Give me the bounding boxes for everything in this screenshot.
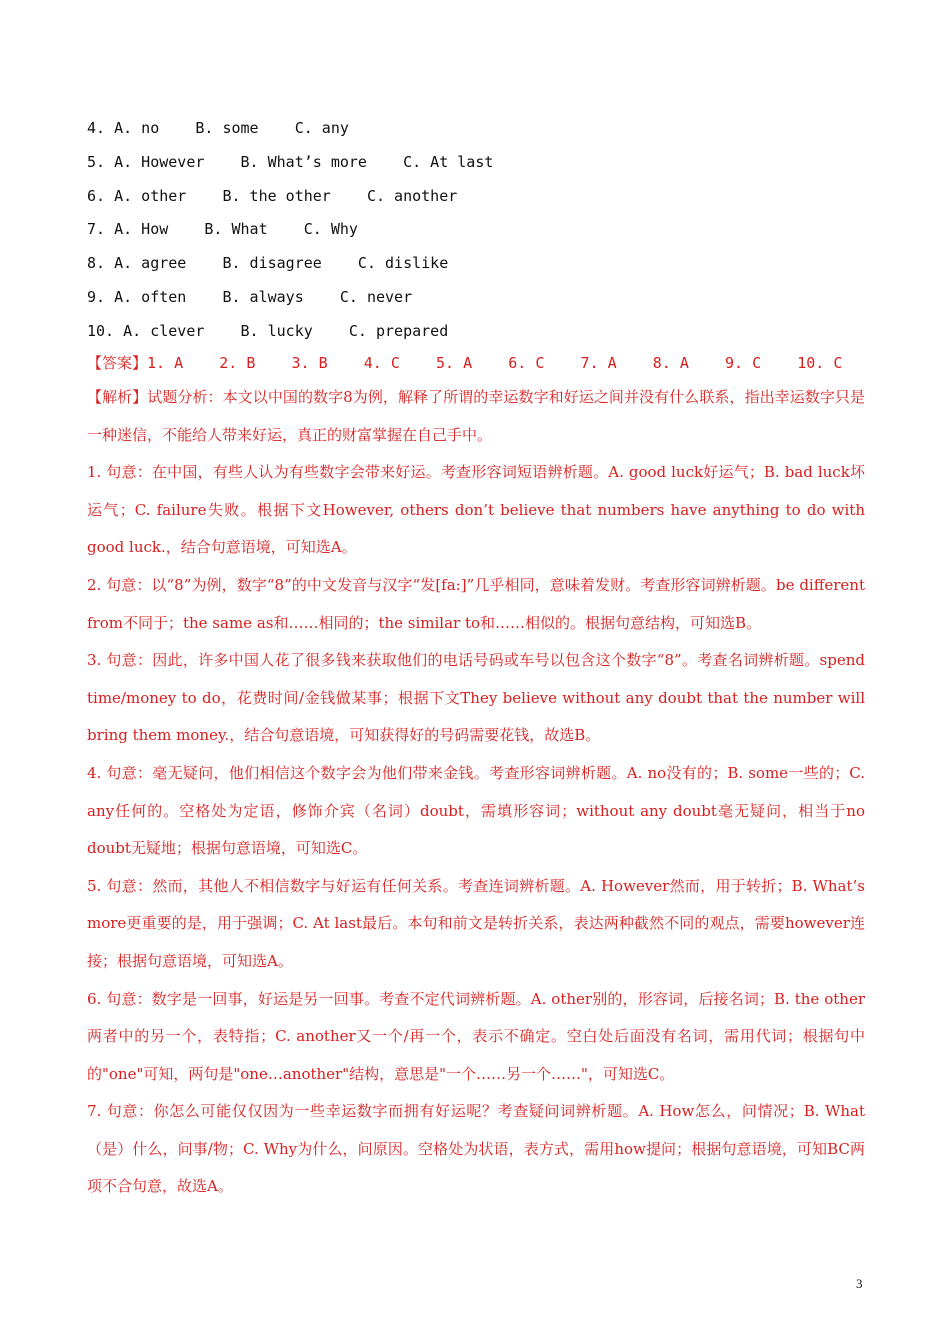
analysis-tag: 【解析】 bbox=[87, 388, 148, 406]
page-number: 3 bbox=[856, 1276, 863, 1291]
analysis-item: 1. 句意：在中国，有些人认为有些数字会带来好运。考查形容词短语辨析题。A. good luck好运气；B. bad luck坏运气；C. failure失败。根据下文However, others don’t believe that numbers have anything to do with good luck.，结合句意语境，可知选A。 bbox=[87, 463, 865, 557]
analysis-item: 3. 句意：因此，许多中国人花了很多钱来获取他们的电话号码或车号以包含这个数字“8”。考查名词辨析题。spend time/money to do，花费时间/金钱做某事；根据下文They believe without any doubt that the number will bring them money.，结合句意语境，可知获得好的号码需要花钱，故选B。 bbox=[87, 651, 865, 745]
analysis-item: 5. 句意：然而，其他人不相信数字与好运有任何关系。考查连词辨析题。A. However然而，用于转折；B. What’s more更重要的是，用于强调；C. At last最后。本句和前文是转折关系，表达两种截然不同的观点，需要however连接；根据句意语境，可知选A。 bbox=[87, 876, 865, 970]
analysis-intro bbox=[87, 379, 865, 454]
option-line: 10. A. clever B. lucky C. prepared bbox=[87, 321, 449, 340]
option-line: 4. A. no B. some C. any bbox=[87, 119, 349, 137]
option-line: 9. A. often B. always C. never bbox=[87, 287, 413, 306]
analysis-item: 7. 句意：你怎么可能仅仅因为一些幸运数字而拥有好运呢？考查疑问词辨析题。A. How怎么，问情况；B. What（是）什么，问事/物；C. Why为什么，问原因。空格处为状语，表方式，需用how提问；根据句意语境，可知BC两项不合句意，故选A。 bbox=[87, 1102, 865, 1196]
analysis-section bbox=[87, 379, 865, 1206]
option-line: 5. A. However B. What’s more C. At last bbox=[87, 152, 494, 171]
analysis-item: 4. 句意：毫无疑问，他们相信这个数字会为他们带来金钱。考查形容词辨析题。A. no没有的；B. some一些的；C. any任何的。空格处为定语，修饰介宾（名词）doubt，需填形容词；without any doubt毫无疑问，相当于no doubt无疑地；根据句意语境，可知选C。 bbox=[87, 763, 865, 858]
answer-text: 1. A 2. B 3. B 4. C 5. A 6. C 7. A 8. A 9. C 10. C bbox=[147, 354, 843, 372]
answer-tag: 【答案】 bbox=[87, 354, 148, 372]
answer-key bbox=[87, 346, 842, 380]
option-line: 8. A. agree B. disagree C. dislike bbox=[87, 254, 449, 273]
analysis-intro-text: 试题分析：本文以中国的数字8为例，解释了所谓的幸运数字和好运之间并没有什么联系，指出幸运数字只是一种迷信，不能给人带来好运，真正的财富掌握在自己手中。 bbox=[87, 388, 865, 444]
analysis-item: 2. 句意：以“8”为例，数字“8”的中文发音与汉字“发[fa:]”几乎相同，意味着发财。考查形容词辨析题。be different from不同于；the same as和……相同的；the similar to和……相似的。根据句意结构，可知选B。 bbox=[87, 575, 865, 632]
option-line: 7. A. How B. What C. Why bbox=[87, 220, 358, 239]
options-list bbox=[87, 112, 887, 349]
analysis-item: 6. 句意：数字是一回事，好运是另一回事。考查不定代词辨析题。A. other别的，形容词，后接名词；B. the other两者中的另一个，表特指；C. another又一个/再一个，表示不确定。空白处后面没有名词，需用代词；根据句中的"one"可知，两句是"one…another"结构，意思是"一个……另一个……"，可知选C。 bbox=[87, 989, 865, 1083]
option-line: 6. A. other B. the other C. another bbox=[87, 186, 458, 205]
